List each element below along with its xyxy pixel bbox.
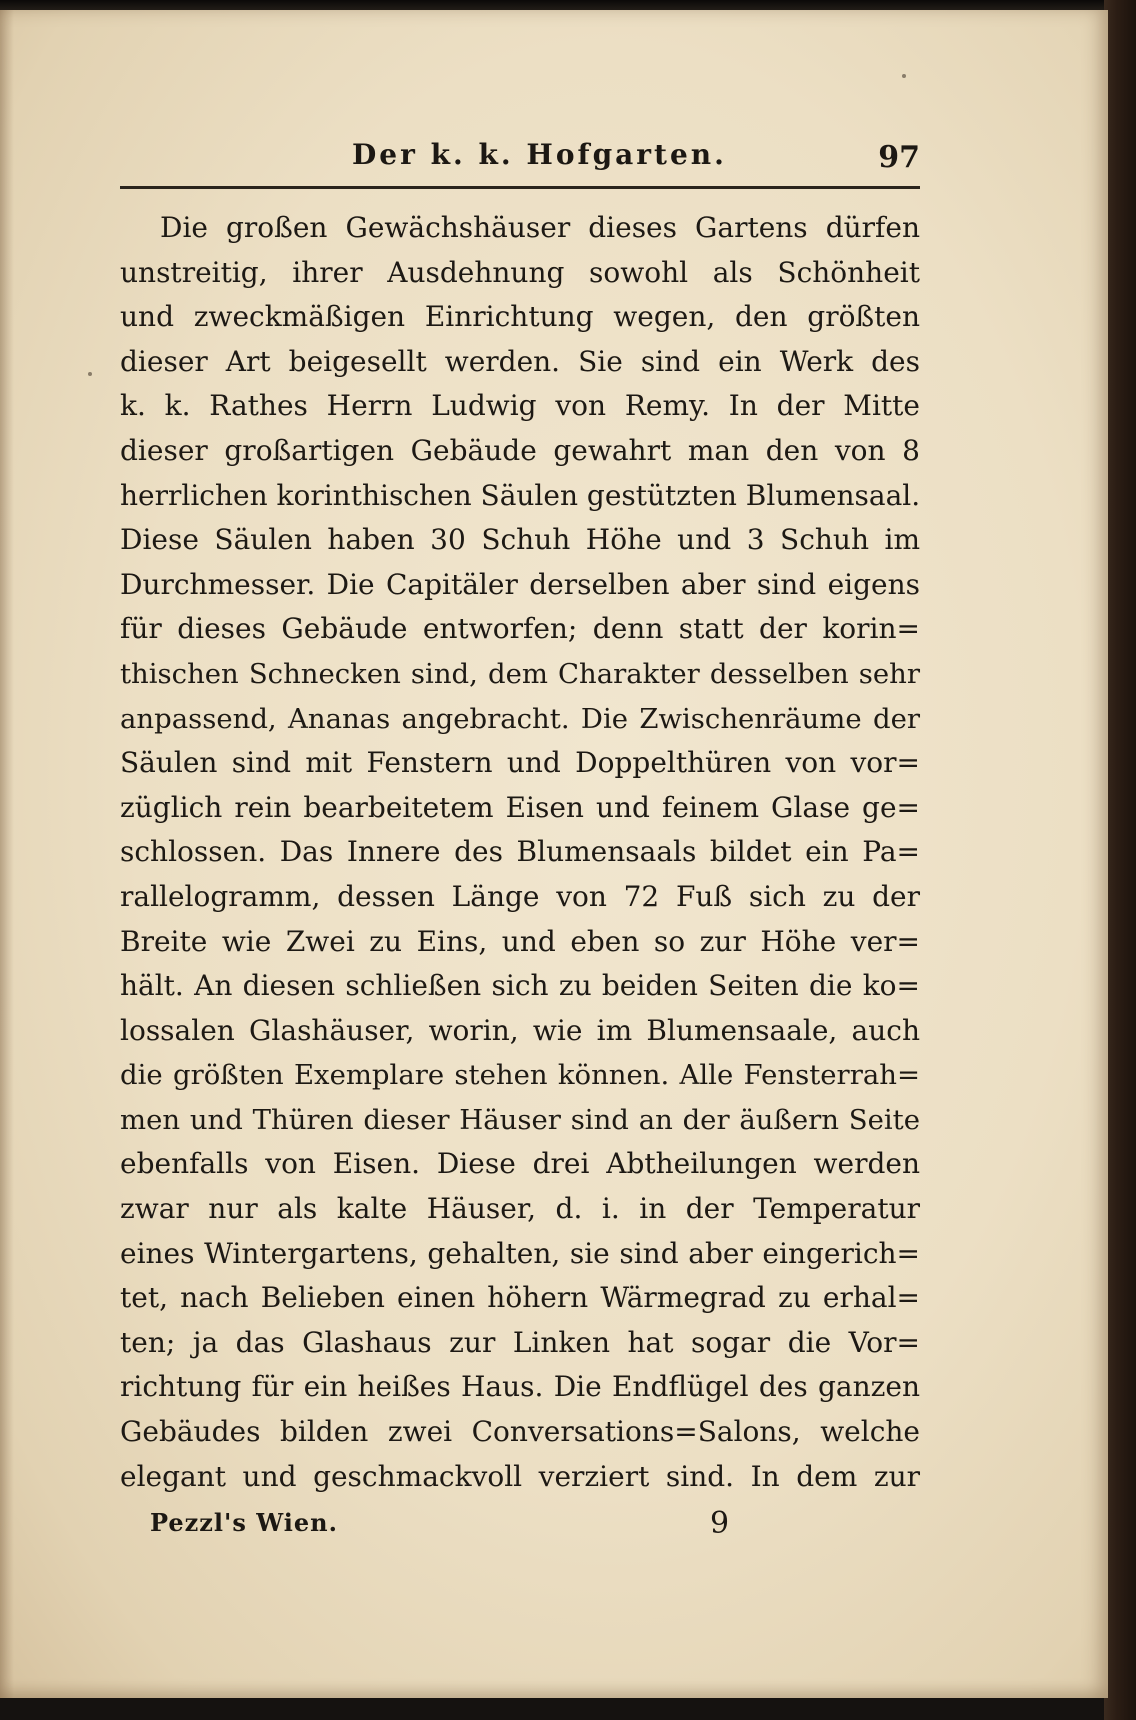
text-line: ten; ja das Glashaus zur Linken hat sogar die Vor=	[120, 1325, 920, 1359]
text-line: Säulen sind mit Fenstern und Doppelthüren von vor=	[120, 746, 920, 780]
text-line: unstreitig, ihrer Ausdehnung sowohl als Schönheit	[120, 255, 920, 289]
text-line: hält. An diesen schließen sich zu beiden Seiten die ko=	[120, 969, 920, 1003]
text-line: und zweckmäßigen Einrichtung wegen, den größten	[120, 300, 920, 334]
text-line: die größten Exemplare stehen können. Alle Fensterrah=	[120, 1059, 920, 1092]
text-line: elegant und geschmackvoll verziert sind. In dem zur	[120, 1459, 920, 1493]
text-line: lossalen Glashäuser, worin, wie im Blumensaale, auch	[120, 1013, 920, 1047]
text-line: anpassend, Ananas angebracht. Die Zwischenräume der	[120, 702, 920, 735]
text-line: men und Thüren dieser Häuser sind an der äußern Seite	[120, 1103, 920, 1136]
running-head	[120, 138, 920, 178]
header-rule	[120, 186, 920, 189]
text-line: ebenfalls von Eisen. Diese drei Abtheilungen werden	[120, 1147, 920, 1181]
text-line: züglich rein bearbeitetem Eisen und feinem Glase ge=	[120, 790, 920, 824]
text-line: dieser Art beigesellt werden. Sie sind ein Werk des	[120, 344, 920, 378]
printer-signature: Pezzl's Wien.	[150, 1508, 338, 1537]
text-line: Gebäudes bilden zwei Conversations=Salons, welche	[120, 1415, 920, 1449]
paper-speck	[88, 372, 92, 376]
body-text	[120, 206, 920, 1499]
text-line: Die großen Gewächshäuser dieses Gartens dürfen	[160, 211, 920, 244]
text-line: Diese Säulen haben 30 Schuh Höhe und 3 Schuh im	[120, 523, 920, 557]
text-line: rallelogramm, dessen Länge von 72 Fuß sich zu der	[120, 879, 920, 913]
text-line: herrlichen korinthischen Säulen gestützten Blumensaal.	[120, 478, 921, 512]
paper-speck	[902, 74, 906, 78]
text-line: tet, nach Belieben einen höhern Wärmegrad zu erhal=	[120, 1281, 920, 1315]
text-line: Breite wie Zwei zu Eins, und eben so zur Höhe ver=	[120, 924, 920, 958]
page-footer	[120, 1508, 920, 1548]
running-title: Der k. k. Hofgarten.	[352, 138, 727, 171]
text-line: thischen Schnecken sind, dem Charakter desselben sehr	[120, 657, 920, 690]
text-line: eines Wintergartens, gehalten, sie sind aber eingerich=	[120, 1236, 920, 1270]
text-line: dieser großartigen Gebäude gewahrt man den von 8	[120, 433, 920, 467]
book-binding-edge	[1104, 0, 1136, 1720]
text-line: Durchmesser. Die Capitäler derselben aber sind eigens	[120, 567, 920, 601]
text-line: zwar nur als kalte Häuser, d. i. in der Temperatur	[120, 1192, 920, 1226]
text-line: für dieses Gebäude entworfen; denn statt der korin=	[120, 612, 920, 646]
text-line: k. k. Rathes Herrn Ludwig von Remy. In der Mitte	[120, 389, 920, 423]
text-line: richtung für ein heißes Haus. Die Endflügel des ganzen	[120, 1370, 920, 1404]
page-gutter-shading	[0, 10, 14, 1698]
sheet-number: 9	[710, 1506, 730, 1541]
page-number: 97	[878, 140, 920, 175]
text-line: schlossen. Das Innere des Blumensaals bildet ein Pa=	[120, 835, 920, 869]
